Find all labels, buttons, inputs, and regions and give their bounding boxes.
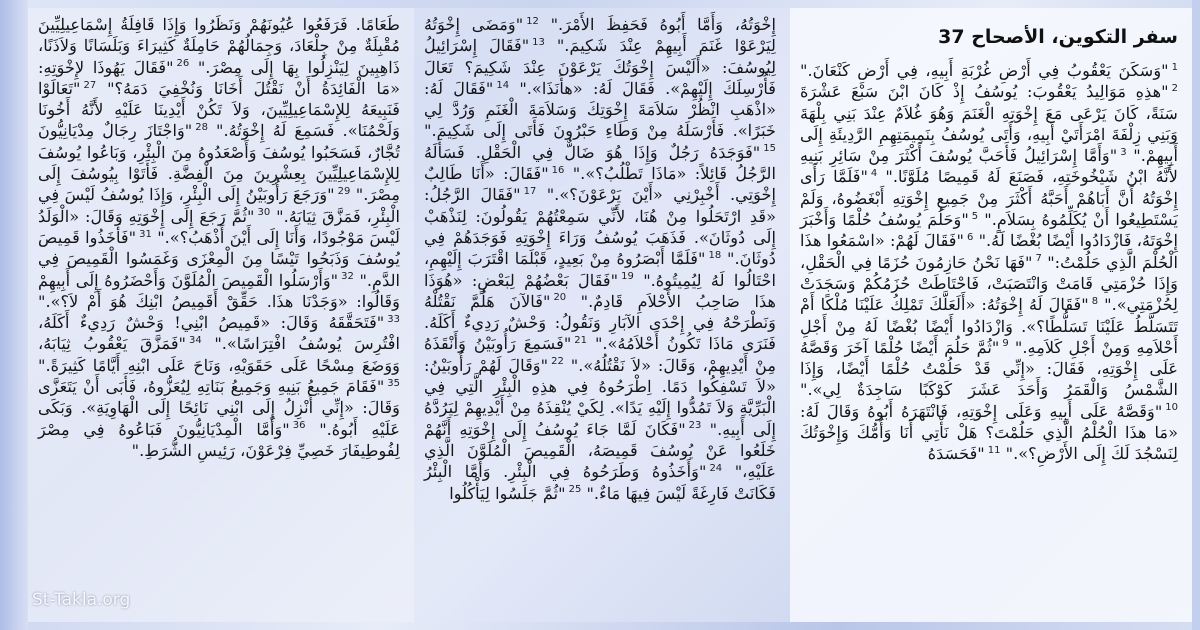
verse-text: "فَوَجَدَهُ رَجُلٌ وَإِذَا هُوَ ضَالٌّ فِي الْحَقْلِ. فَسَأَلَهُ الرَّجُلُ قَائِلاً: «مَاذَا تَطْلُبُ؟»." [424,142,776,184]
verse-text: "فَقَالَ لَهُ إِخْوَتُهُ: «أَلَعَلَّكَ تَمْلِكُ عَلَيْنَا مُلْكًا أَمْ تَتَسَلَّطُ عَلَيْنَا تَسَلُّطًا؟». وَازْدَادُوا أَيْضًا بُغْضًا لَهُ مِنْ أَجْلِ أَحْلاَمِهِ وَمِنْ أَجْلِ كَلاَمِهِ." [800,295,1178,357]
verse-text: "فَقَالَ الرَّجُلُ: «قَدِ ارْتَحَلُوا مِنْ هُنَا، لأَنِّي سَمِعْتُهُمْ يَقُولُونَ: لِنَذْهَبْ إِلَى دُوثَانَ». فَذَهَبَ يُوسُفُ وَرَاءَ إِخْوَتِهِ فَوَجَدَهُمْ فِي دُوثَانَ." [424,185,776,269]
verse-text: "فَلَمَّا رَأَى إِخْوَتُهُ أَنَّ أَبَاهُمْ أَحَبَّهُ أَكْثَرَ مِنْ جَمِيعِ إِخْوَتِهِ أَبْغَضُوهُ، وَلَمْ يَسْتَطِيعُوا أَنْ يُكَلِّمُوهُ بِسَلاَمٍ." [800,167,1178,230]
verse-text: "فَكَانَ لَمَّا جَاءَ يُوسُفُ إِلَى إِخْوَتِهِ أَنَّهُمْ خَلَعُوا عَنْ يُوسُفَ قَمِيصَهُ، الْقَمِيصَ الْمُلَوَّنَ الَّذِي عَلَيْهِ،" [424,419,776,482]
verse-text: "فَقَالَ: «أَنَا طَالِبٌ إِخْوَتِي. أَخْبِرْنِي «أَيْنَ يَرْعَوْنَ؟»." [424,164,776,205]
verse-text: "فَهَا نَحْنُ حَازِمُونَ حُزَمًا فِي الْحَقْلِ، وَإِذَا حُزْمَتِي قَامَتْ وَانْتَصَبَتْ، فَاحْتَاطَتْ حُزَمُكُمْ وَسَجَدَتْ لِحُزْمَتِي»." [800,252,1178,315]
verse-text: طَعَامًا. فَرَفَعُوا عُيُونَهُمْ وَنَظَرُوا وَإِذَا قَافِلَةُ إِسْمَاعِيلِيِّينَ مُقْبِلَةٌ مِنْ جِلْعَادَ، وَجِمَالُهُمْ حَامِلَةٌ كَثِيرَاءَ وَبَلَسَانًا وَلاَذَنًا، ذَاهِبِينَ لِيَنْزِلُوا بِهَا إِلَى مِصْرَ." [38,15,400,77]
verse-number: 13 [532,36,545,48]
verse-number: 22 [551,356,564,368]
verse-number: 2 [1171,82,1178,94]
verse-text: "فَأَخَذُوا قَمِيصَ يُوسُفَ وَذَبَحُوا تَيْسًا مِنَ الْمِعْزَى وَغَمَسُوا الْقَمِيصَ فِي الدَّمِ." [38,227,401,290]
right-border [1192,0,1200,630]
verse-text: "وَأَخَذُوهُ وَطَرَحُوهُ فِي الْبِئْرِ. وَأَمَّا الْبِئْرُ فَكَانَتْ فَارِغَةً لَيْسَ فِيهَا مَاءٌ." [424,462,776,503]
verse-number: 3 [1120,146,1127,158]
verse-number: 24 [709,462,723,474]
verse [539,15,776,34]
verse [38,271,400,311]
verse-number: 30 [257,207,271,219]
verses-column-2 [424,14,776,504]
verse-number: 27 [83,79,97,91]
verse-text: "فَقَالَ إِسْرَائِيلُ لِيُوسُفَ: «أَلَيْسَ إِخْوَتُكَ يَرْعَوْنَ عِنْدَ شَكِيمَ؟ تَعَالَ فَأُرْسِلَكَ إِلَيْهِمْ». فَقَالَ لَهُ: «هأَنَذَا»." [424,36,776,98]
verse-number: 33 [387,313,400,325]
verse-number: 18 [708,249,722,261]
verse-number: 21 [574,335,588,347]
verse-text: "فَتَحَقَّقَهُ وَقَالَ: «قَمِيصُ ابْنِي! وَحْشٌ رَدِيءٌ أَكَلَهُ، افْتُرِسَ يُوسُفُ افْتِرَاسًا»." [38,313,400,354]
site-watermark: St-Takla.org [32,590,131,610]
verses-column-3 [38,14,400,461]
verse-number: 7 [1035,253,1042,265]
verse-text: "وَقَصَّهُ عَلَى أَبِيهِ وَعَلَى إِخْوَتِهِ، فَانْتَهَرَهُ أَبُوهُ وَقَالَ لَهُ: «مَا هذَا الْحُلْمُ الَّذِي حَلُمْتَ؟ هَلْ نَأْتِي أَنَا وَأُمُّكَ وَإِخْوَتُكَ لِنَسْجُدَ لَكَ إِلَى الأَرْضِ؟»." [800,401,1178,464]
verse-text: "فَقَامَ جَمِيعُ بَنِيهِ وَجَمِيعُ بَنَاتِهِ لِيُعَزُّوهُ، فَأَبَى أَنْ يَتَعَزَّى وَقَالَ: «إِنِّي أَنْزِلُ إِلَى ابْنِي نَائِحًا إِلَى الْهَاوِيَةِ». وَبَكَى عَلَيْهِ أَبُوهُ." [38,377,400,439]
verse-number: 4 [870,168,878,180]
verse-number: 9 [1002,338,1009,350]
verse-number: 23 [688,420,702,432]
verse-text: "وَأَرْسَلُوا الْقَمِيصَ الْمُلَوَّنَ وَأَحْضَرُوهُ إِلَى أَبِيهِمْ وَقَالُوا: «وَجَدْنَا هذَا. حَقِّقْ أَقَمِيصُ ابْنِكَ هُوَ أَمْ لاَ؟»." [38,270,400,311]
verse-number: 15 [763,143,776,155]
verse-text: إِخْوَتُهُ، وَأَمَّا أَبُوهُ فَحَفِظَ الأَمْرَ." [538,15,776,34]
verses-column-1 [800,60,1178,465]
verse-number: 29 [337,185,351,197]
left-border [0,0,28,630]
verse-number: 35 [387,377,400,389]
verse-number: 36 [292,420,306,432]
verse-number: 20 [553,292,567,304]
text-column-1 [790,8,1192,622]
verse-text: "فَقَالَ يَهُوذَا لإِخْوَتِهِ: «مَا الْفَائِدَةُ أَنْ نَقْتُلَ أَخَانَا وَنُخْفِيَ دَمَهُ؟" [38,57,400,98]
verse-text: "فَمَزَّقَ يَعْقُوبُ ثِيَابَهُ، وَوَضَعَ مِسْحًا عَلَى حَقَوَيْهِ، وَنَاحَ عَلَى ابْنِهِ أَيَّامًا كَثِيرَةً." [38,334,400,375]
verse-number: 6 [966,231,974,243]
verse-text: "فَالآنَ هَلُمَّ نَقْتُلْهُ وَنَطْرَحْهُ فِي إِحْدَى الآبَارِ وَنَقُولُ: وَحْشٌ رَدِيءٌ أَكَلَهُ. فَنَرَى مَاذَا تَكُونُ أَحْلاَمُهُ»." [424,291,776,354]
text-column-2 [414,8,790,622]
verse-text: "فَقَالَ بَعْضُهُمْ لِبَعْضٍ: «هُوَذَا هذَا صَاحِبُ الأَحْلاَمِ قَادِمٌ." [424,270,777,311]
verse-number: 17 [523,185,537,197]
verse-text: "وَرَجَعَ رَأُوبَيْنُ إِلَى الْبِئْرِ، وَإِذَا يُوسُفُ لَيْسَ فِي الْبِئْرِ، فَمَزَّقَ ثِيَابَهُ." [38,185,400,226]
verse [928,444,1001,463]
verse-number: 26 [176,58,190,70]
verse-number: 5 [971,210,979,222]
verse-text: "فَقَالَ لَهُ: «اذْهَبِ انْظُرْ سَلاَمَةَ إِخْوَتِكَ وَسَلاَمَةَ الْغَنَمِ وَرُدَّ لِي خَبَرًا». فَأَرْسَلَهُ مِنْ وَطَاءِ حَبْرُونَ فَأَتَى إِلَى شَكِيمَ." [424,78,776,141]
verse-number: 10 [1165,402,1178,414]
verse-number: 28 [195,122,208,134]
verse-text: "فَقَالَ لَهُمْ: «اسْمَعُوا هذَا الْحُلْمَ الَّذِي حَلُمْتُ:" [800,231,1178,272]
verse-text: "هذِهِ مَوَالِيدُ يَعْقُوبَ: يُوسُفُ إِذْ كَانَ ابْنَ سَبْعَ عَشْرَةَ سَنَةً، كَانَ يَرْعَى مَعَ إِخْوَتِهِ الْغَنَمَ وَهُوَ غُلاَمٌ عِنْدَ بَنِي بِلْهَةَ وَبَنِي زِلْفَةَ امْرَأَتَيْ أَبِيهِ، وَأَتَى يُوسُفُ بِنَمِيمَتِهِمِ الرَّدِيئَةِ إِلَى أَبِيهِمْ." [800,82,1178,166]
verse-text: "ثُمَّ جَلَسُوا لِيَأْكُلُوا [449,483,566,503]
verse-number: 32 [341,271,354,283]
verse-text: "تَعَالَوْا فَنَبِيعَهُ لِلإِسْمَاعِيلِيِّينَ، وَلاَ تَكُنْ أَيْدِينَا عَلَيْهِ لأَنَّهُ أَخُونَا وَلَحْمُنَا». فَسَمِعَ لَهُ إِخْوَتُهُ." [38,78,400,141]
verse-number: 25 [568,484,582,496]
verse-text: "وَسَكَنَ يَعْقُوبُ فِي أَرْضِ غُرْبَةِ أَبِيهِ، فِي أَرْضِ كَنْعَانَ." [800,61,1169,80]
verse [449,484,581,503]
verse-text: "فَسَمِعَ رَأُوبَيْنُ وَأَنْقَذَهُ مِنْ أَيْدِيهِمْ، وَقَالَ: «لاَ نَقْتُلُهُ»." [424,334,776,375]
verse-number: 1 [1171,61,1178,73]
verse-text: "فَلَمَّا أَبْصَرُوهُ مِنْ بَعِيدٍ، قَبْلَمَا اقْتَرَبَ إِلَيْهِمِ، احْتَالُوا لَهُ لِيُمِيتُوهُ." [424,249,777,290]
verse-number: 8 [1091,295,1099,307]
verse-text: "وَاجْتَازَ رِجَالٌ مِدْيَانِيُّونَ تُجَّارٌ، فَسَحَبُوا يُوسُفَ وَأَصْعَدُوهُ مِنَ الْبِئْرِ، وَبَاعُوا يُوسُفَ لِلإِسْمَاعِيلِيِّينَ بِعِشْرِينَ مِنَ الْفِضَّةِ. فَأَتَوْا بِيُوسُفَ إِلَى مِصْرَ." [38,121,400,205]
chapter-title: سفر التكوين، الأصحاح 37 [938,26,1178,48]
verse-text: "ثُمَّ رَجَعَ إِلَى إِخْوَتِهِ وَقَالَ: «الْوَلَدُ لَيْسَ مَوْجُودًا، وَأَنَا إِلَى أَيْنَ أَذْهَبُ؟»." [38,206,400,247]
verse-text: "ثُمَّ حَلُمَ أَيْضًا حُلْمًا آخَرَ وَقَصَّهُ عَلَى إِخْوَتِهِ، فَقَالَ: «إِنِّي قَدْ حَلُمْتُ حُلْمًا أَيْضًا، وَإِذَا الشَّمْسُ وَالْقَمَرُ وَأَحَدَ عَشَرَ كَوْكَبًا سَاجِدَةٌ لِي»." [800,337,1178,400]
verse-text: "وَأَمَّا الْمِدْيَانِيُّونَ فَبَاعُوهُ فِي مِصْرَ لِفُوطِيفَارَ خَصِيِّ فِرْعَوْنَ، رَئِيسِ الشُّرَطِ." [38,419,400,460]
verse-text: "وَقَالَ لَهُمْ رَأُوبَيْنُ: «لاَ تَسْفِكُوا دَمًا. اِطْرَحُوهُ فِي هذِهِ الْبِئْرِ الَّتِي فِي الْبَرِّيَّةِ وَلاَ تَمُدُّوا إِلَيْهِ يَدًا». لِكَيْ يُنْقِذَهُ مِنْ أَيْدِيهِمْ لِيَرُدَّهُ إِلَى أَبِيهِ." [424,355,776,439]
verse-number: 19 [621,271,634,283]
verse-text: "فَحَسَدَهُ [927,444,985,464]
text-column-3 [28,8,414,622]
verse-number: 11 [987,444,1001,456]
verse-number: 12 [526,15,539,27]
verse-text: "وَحَلُمَ يُوسُفُ حُلْمًا وَأَخْبَرَ إِخْوَتَهُ، فَازْدَادُوا أَيْضًا بُغْضًا لَهُ." [800,210,1178,251]
verse-number: 16 [551,164,565,176]
verse-text: "وَأَمَّا إِسْرَائِيلُ فَأَحَبَّ يُوسُفَ أَكْثَرَ مِنْ سَائِرِ بَنِيهِ لأَنَّهُ ابْنُ شَيْخُوخَتِهِ، فَصَنَعَ لَهُ قَمِيصًا مُلَوَّنًا." [800,146,1178,187]
verse-number: 31 [139,228,152,240]
verse-number: 34 [189,335,202,347]
verse-number: 14 [496,79,510,91]
verse-text: "وَمَضَى إِخْوَتُهُ لِيَرْعَوْا غَنَمَ أَبِيهِمْ عِنْدَ شَكِيمَ." [424,15,776,56]
verse [800,61,1178,80]
